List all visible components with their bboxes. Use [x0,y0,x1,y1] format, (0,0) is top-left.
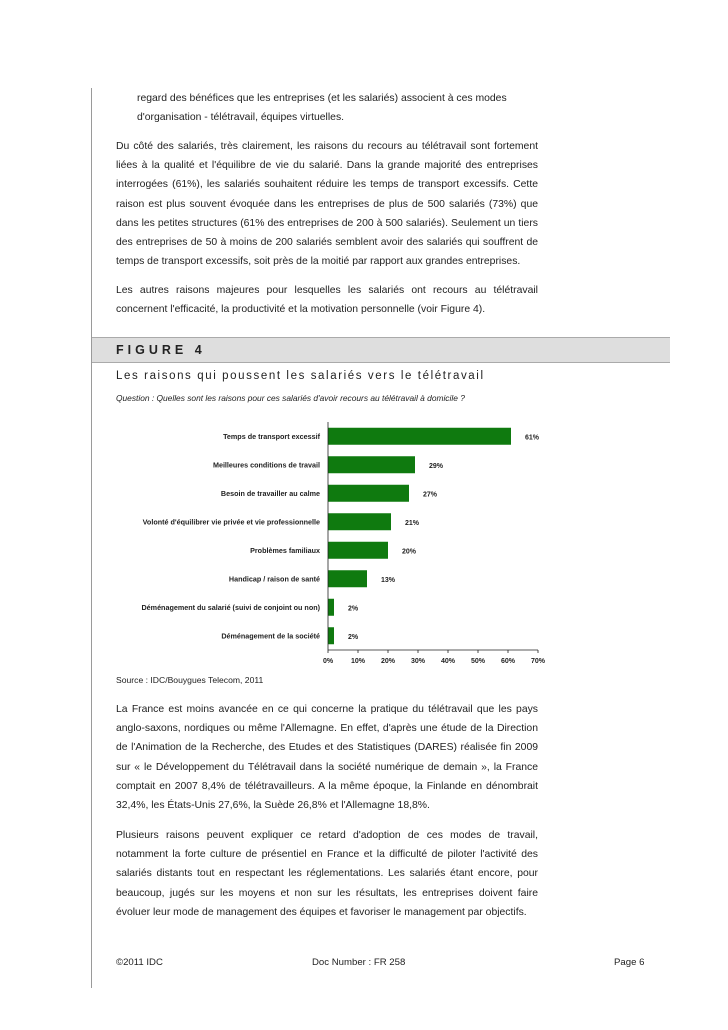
value-label-4: 20% [402,548,417,556]
value-label-0: 61% [525,434,540,442]
paragraph-salaries-reasons: Du côté des salariés, très clairement, les raisons du recours au télétravail sont fortement liées à la qualité et l'équilibre de vie du salarié. Dans la grande majorité des entreprises interrogées (61%), les salariés souhaitent réduire les temps de transport excessifs. Cette raison est plus souvent évoquée dans les entreprises de plus de 500 salariés (73%) que dans les petites structures (61% des entreprises de 200 à 500 salariés). Seulement un tiers des entreprises de 50 à moins de 200 salariés semblent avoir des salariés qui souffrent de temps de transport excessifs, soit près de la moitié par rapport aux grandes entreprises. [116,141,538,268]
footer-copyright: ©2011 IDC [116,957,163,968]
value-label-3: 21% [405,519,420,527]
bar-chart [110,412,550,667]
figure-title: Les raisons qui poussent les salariés vers le télétravail [116,370,485,382]
bar-2 [328,485,409,502]
value-label-1: 29% [429,462,444,470]
footer-page-number: Page 6 [614,957,645,968]
figure-header-bar [92,337,670,363]
category-label-2: Besoin de travailler au calme [220,488,320,498]
x-tick-label-2: 20% [380,658,396,665]
value-label-7: 2% [348,633,359,641]
x-tick-label-1: 10% [350,658,366,665]
x-tick-label-0: 0% [322,658,334,665]
figure-source: Source : IDC/Bouygues Telecom, 2011 [116,675,264,685]
bar-7 [328,627,334,644]
bar-1 [328,456,415,473]
paragraph-other-reasons: Les autres raisons majeures pour lesquelles les salariés ont recours au télétravail concernent l'efficacité, la productivité et la motivation personnelle (voir Figure 4). [116,285,538,316]
paragraph-france-comparison: La France est moins avancée en ce qui concerne la pratique du télétravail que les pays anglo-saxons, nordiques ou même l'Allemagne. En effet, d'après une étude de la Direction de l'Animation de la Recherche, des Etudes et des Statistiques (DARES) réalisée fin 2009 sur « le Développement du Télétravail dans la société numérique de demain », la France comptait en 2007 8,4% de télétravailleurs. A la même époque, la Finlande en dénombrait 32,4%, les États-Unis 27,6%, la Suède 26,8% et l'Allemagne 18,8%. [116,704,538,812]
bullet-continuation: regard des bénéfices que les entreprises (et les salariés) associent à ces modes d'organisation - télétravail, équipes virtuelles. [137,93,507,124]
figure-label: FIGURE 4 [116,343,206,357]
category-label-1: Meilleures conditions de travail [212,460,320,470]
category-label-4: Problèmes familiaux [250,545,320,555]
margin-rule [91,88,92,988]
category-label-0: Temps de transport excessif [223,431,320,441]
figure-question: Question : Quelles sont les raisons pour ces salariés d'avoir recours au télétravail à domicile ? [116,393,465,403]
x-tick-label-7: 70% [530,658,546,665]
x-tick-label-5: 50% [470,658,486,665]
bar-3 [328,513,391,530]
bar-5 [328,570,367,587]
value-label-6: 2% [348,605,359,613]
category-label-5: Handicap / raison de santé [228,574,320,584]
footer-doc-number: Doc Number : FR 258 [312,957,406,968]
x-tick-label-4: 40% [440,658,456,665]
category-label-3: Volonté d'équilibrer vie privée et vie professionnelle [142,517,320,527]
bar-0 [328,428,511,445]
x-tick-label-3: 30% [410,658,426,665]
bar-6 [328,599,334,616]
bar-4 [328,542,388,559]
category-label-7: Déménagement de la société [221,631,320,641]
paragraph-adoption-delay: Plusieurs raisons peuvent expliquer ce retard d'adoption de ces modes de travail, notamment la forte culture de présentiel en France et la difficulté de piloter l'activité des salariés distants tout en respectant les réglementations. Les salariés étant encore, pour beaucoup, jugés sur les moyens et non sur les résultats, les entreprises doivent faire évoluer leur mode de management des équipes et favoriser le management par objectifs. [116,830,538,918]
value-label-5: 13% [381,576,396,584]
value-label-2: 27% [423,491,438,499]
category-label-6: Déménagement du salarié (suivi de conjoint ou non) [141,602,320,612]
x-tick-label-6: 60% [500,658,516,665]
